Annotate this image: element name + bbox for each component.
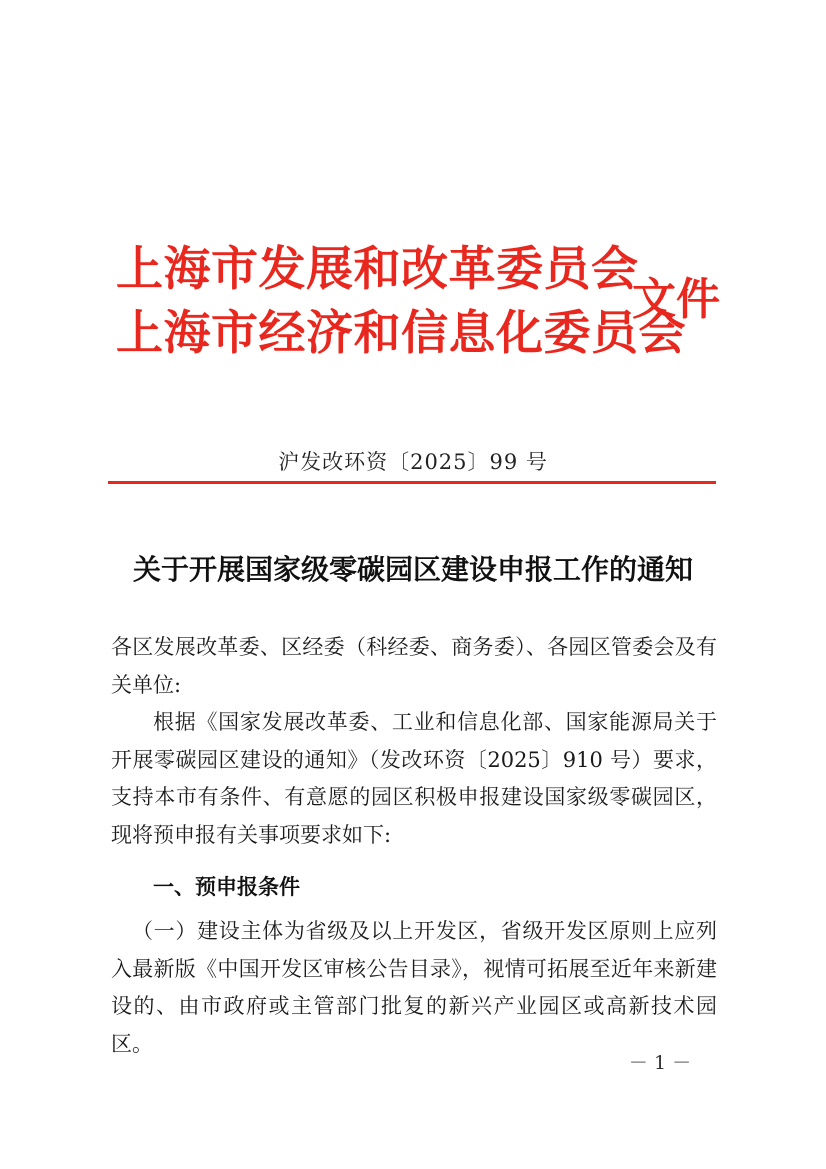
- document-title: 关于开展国家级零碳园区建设申报工作的通知: [132, 553, 693, 586]
- issuer-suffix-document: 文件: [632, 274, 720, 325]
- issuer-name-economy-informatization: 上海市经济和信息化委员会: [116, 306, 686, 361]
- addressee-paragraph: 各区发展改革委、区经委（科经委、商务委）、各园区管委会及有关单位:: [111, 635, 717, 697]
- document-number: 沪发改环资〔2025〕99 号: [278, 450, 548, 474]
- section-heading-prerequisites: 一、预申报条件: [153, 875, 300, 899]
- issuer-header: [116, 238, 720, 368]
- issuer-name-development-reform: 上海市发展和改革委员会: [116, 242, 639, 297]
- red-divider-line: [108, 481, 716, 484]
- item-paragraph-1: （一）建设主体为省级及以上开发区，省级开发区原则上应列入最新版《中国开发区审核公告目录》，视情可拓展至近年来新建设的、由市政府或主管部门批复的新兴产业园区或高新技术园区。: [111, 919, 717, 1056]
- intro-paragraph: 根据《国家发展改革委、工业和信息化部、国家能源局关于开展零碳园区建设的通知》（发改环资〔2025〕910 号）要求，支持本市有条件、有意愿的园区积极申报建设国家级零碳园区，现将预申报有关事项要求如下:: [111, 710, 717, 847]
- page-number: － 1 －: [628, 1052, 692, 1074]
